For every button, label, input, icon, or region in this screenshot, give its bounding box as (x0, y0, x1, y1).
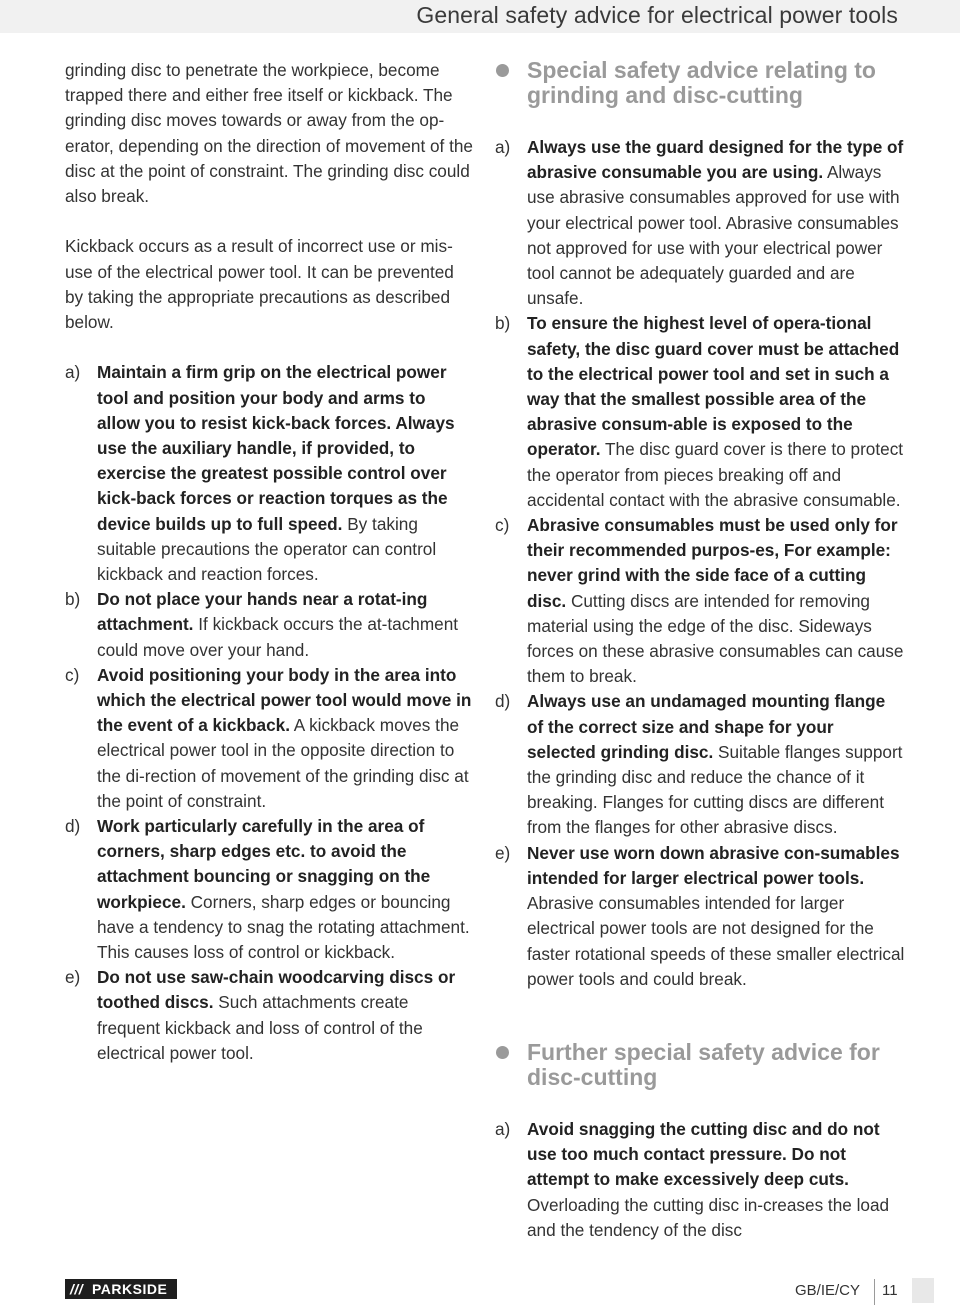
bullet-icon (496, 64, 509, 77)
list-item (495, 311, 905, 513)
item-bold: Work particularly carefully in the area of corners, sharp edges etc. to avoid the attachment bouncing or snagging on the workpiece. (97, 816, 431, 912)
item-text: Overloading the cutting disc in-creases the load and the tendency of the disc (527, 1194, 890, 1240)
item-bold: Always use the guard designed for the type of abrasive consumable you are using. (527, 137, 904, 183)
logo-stripes: /// (70, 1281, 84, 1297)
item-bold: Do not place your hands near a rotat-ing attachment. (97, 589, 428, 635)
list-item (495, 689, 905, 840)
item-text: Such attachments create frequent kickback and loss of control of the electrical power tool. (97, 992, 423, 1063)
item-letter: c) (65, 664, 80, 685)
item-letter: b) (65, 589, 81, 610)
item-text: The disc guard cover is there to protect the operator from pieces breaking off and accidental contact with the abrasive consumable. (527, 439, 904, 510)
footer-divider (874, 1279, 875, 1305)
kickback-paragraph: Kickback occurs as a result of incorrect use or mis-use of the electrical power tool. It can be prevented by taking the appropriate precautions as described below. (65, 236, 454, 333)
list-item (495, 135, 905, 311)
section-heading-disc-cutting (495, 1040, 905, 1090)
item-letter: d) (495, 691, 511, 712)
left-column (65, 58, 473, 1066)
item-letter: a) (495, 137, 511, 157)
item-letter: c) (495, 515, 510, 536)
item-text: Cutting discs are intended for removing material using the edge of the disc. Sideways forces on these abrasive consumables can cause them to break. (527, 590, 904, 687)
item-bold: Abrasive consumables must be used only for their recommended purpos-es, For example: never grind with the side face of a cutting disc. (527, 515, 898, 611)
item-text: Suitable flanges support the grinding disc and reduce the chance of it breaking. Flanges for cutting discs are different from the flanges for other abrasive discs. (527, 741, 903, 838)
item-bold: Avoid snagging the cutting disc and do not use too much contact pressure. Do not attempt to make excessively deep cuts. (527, 1118, 880, 1190)
item-text: By taking suitable precautions the operator can control kickback and reaction forces. (97, 513, 437, 585)
list-item (65, 587, 473, 663)
right-list-1 (495, 135, 905, 992)
item-text: Always use abrasive consumables approved for use with your electrical power tool. Abrasive consumables not approved for use with your electrical power tool cannot be adequately guarded and are unsafe. (527, 162, 900, 309)
item-letter: a) (65, 362, 81, 383)
list-item (495, 1117, 905, 1243)
item-letter: b) (495, 313, 511, 334)
item-bold: Maintain a firm grip on the electrical power tool and position your body and arms to allow you to resist kick-back forces. Always use the auxiliary handle, if provided, to exercise the greatest possible control over kick-back forces or reaction torques as the device builds up to full speed. (97, 362, 455, 534)
page-header-title: General safety advice for electrical power tools (416, 2, 898, 28)
item-letter: e) (495, 842, 511, 863)
section-heading-text: Further special safety advice for disc-cutting (527, 1038, 880, 1090)
item-bold: Always use an undamaged mounting flange of the correct size and shape for your selected grinding disc. (527, 691, 886, 762)
list-item (495, 513, 905, 689)
logo-text: PARKSIDE (92, 1281, 168, 1297)
item-text: A kickback moves the electrical power tool in the opposite direction to the di-rection of movement of the grinding disc at the point of constraint. (97, 715, 469, 811)
parkside-logo (65, 1279, 177, 1299)
left-list (65, 360, 473, 1066)
item-letter: d) (65, 816, 81, 837)
list-item (65, 360, 473, 587)
intro-paragraph: grinding disc to penetrate the workpiece, become trapped there and either free itself or kickback. The grinding disc moves towards or away from the op-erator, depending on the direction of movement of the disc at the point of constraint. The grinding disc could also break. (65, 60, 473, 207)
item-text: If kickback occurs the at-tachment could move over your hand. (97, 614, 459, 660)
bullet-icon (496, 1046, 509, 1059)
right-list-2 (495, 1117, 905, 1243)
item-text: Abrasive consumables intended for larger electrical power tools are not designed for the faster rotational speeds of these smaller electrical power tools and could break. (527, 893, 905, 989)
item-bold: Avoid positioning your body in the area into which the electrical power tool would move in the event of a kickback. (97, 664, 472, 736)
item-bold: Never use worn down abrasive con-sumables intended for larger electrical power tools. (527, 842, 900, 888)
right-column (495, 58, 905, 1243)
list-item (495, 841, 905, 992)
item-bold: To ensure the highest level of opera-tional safety, the disc guard cover must be attached to the electrical power tool and set in such a way that the smallest possible area of the abrasive consum-able is exposed to the operator. (527, 313, 900, 460)
list-item (65, 814, 473, 965)
list-item (65, 663, 473, 814)
country-codes: GB/IE/CY (795, 1282, 861, 1299)
item-bold: Do not use saw-chain woodcarving discs or toothed discs. (97, 967, 456, 1013)
item-letter: a) (495, 1118, 511, 1139)
footer-tab (912, 1278, 934, 1303)
item-letter: e) (65, 967, 81, 988)
item-text: Corners, sharp edges or bouncing have a tendency to snag the rotating attachment. This causes loss of control or kickback. (97, 891, 470, 963)
page-number: 11 (882, 1282, 898, 1299)
section-heading-grinding (495, 58, 905, 108)
list-item (65, 965, 473, 1066)
section-heading-text: Special safety advice relating to grinding and disc-cutting (527, 57, 876, 108)
